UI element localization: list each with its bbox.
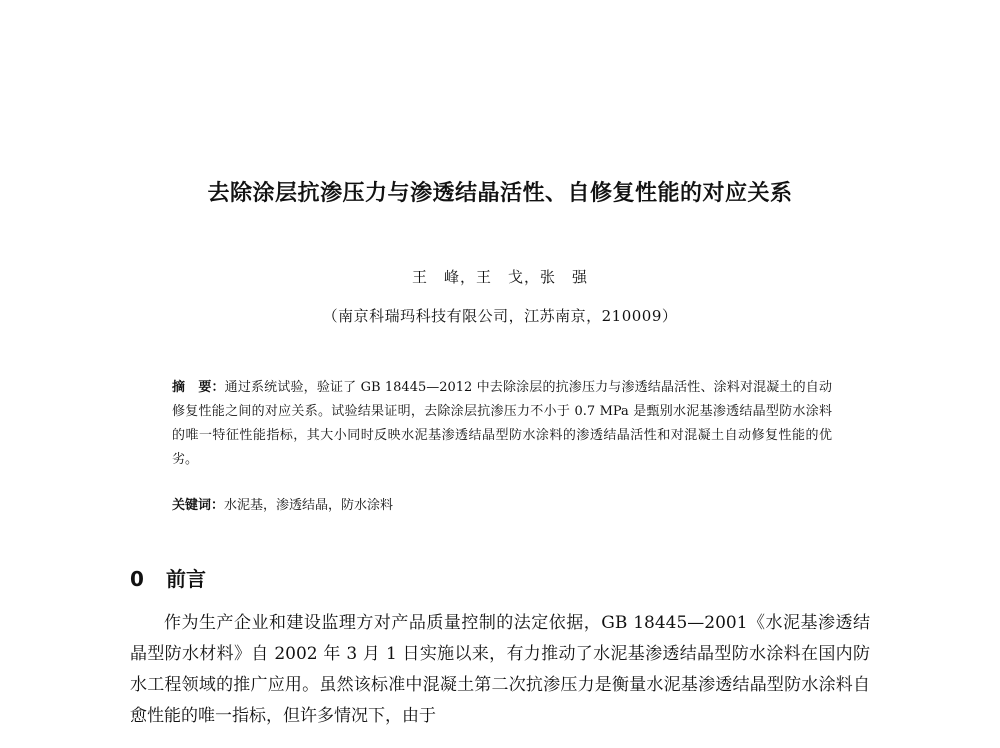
section-title: 前言 bbox=[166, 567, 206, 591]
body-paragraph: 作为生产企业和建设监理方对产品质量控制的法定依据，GB 18445—2001《水泥基渗透结晶型防水材料》自 2002 年 3 月 1 日实施以来，有力推动了水泥基渗透结晶型防水涂料在国内防水工程领域的推广应用。虽然该标准中混凝土第二次抗渗压力是衡量水泥基渗透结晶型防水涂料自愈性能的唯一指标，但许多情况下，由于 bbox=[130, 613, 870, 726]
author-list: 王 峰，王 戈，张 强 bbox=[411, 268, 588, 286]
abstract bbox=[172, 376, 832, 472]
paper-title: 去除涂层抗渗压力与渗透结晶活性、自修复性能的对应关系 bbox=[207, 181, 793, 206]
author-affiliation: （南京科瑞玛科技有限公司，江苏南京，210009） bbox=[322, 307, 678, 325]
abstract-text: 通过系统试验，验证了 GB 18445—2012 中去除涂层的抗渗压力与渗透结晶活性、涂料对混凝土的自动修复性能之间的对应关系。试验结果证明，去除涂层抗渗压力不小于 0.7 MPa 是甄别水泥基渗透结晶型防水涂料的唯一特征性能指标，其大小同时反映水泥基渗透结晶型防水涂料的渗透结晶活性和对混凝土自动修复性能的优劣。 bbox=[172, 380, 832, 467]
abstract-label: 摘 要： bbox=[172, 380, 225, 395]
section-number: 0 bbox=[130, 567, 144, 591]
section-heading bbox=[130, 563, 206, 592]
keywords-label: 关键词： bbox=[172, 498, 225, 513]
keywords bbox=[172, 496, 832, 516]
keywords-text: 水泥基，渗透结晶，防水涂料 bbox=[224, 498, 394, 513]
